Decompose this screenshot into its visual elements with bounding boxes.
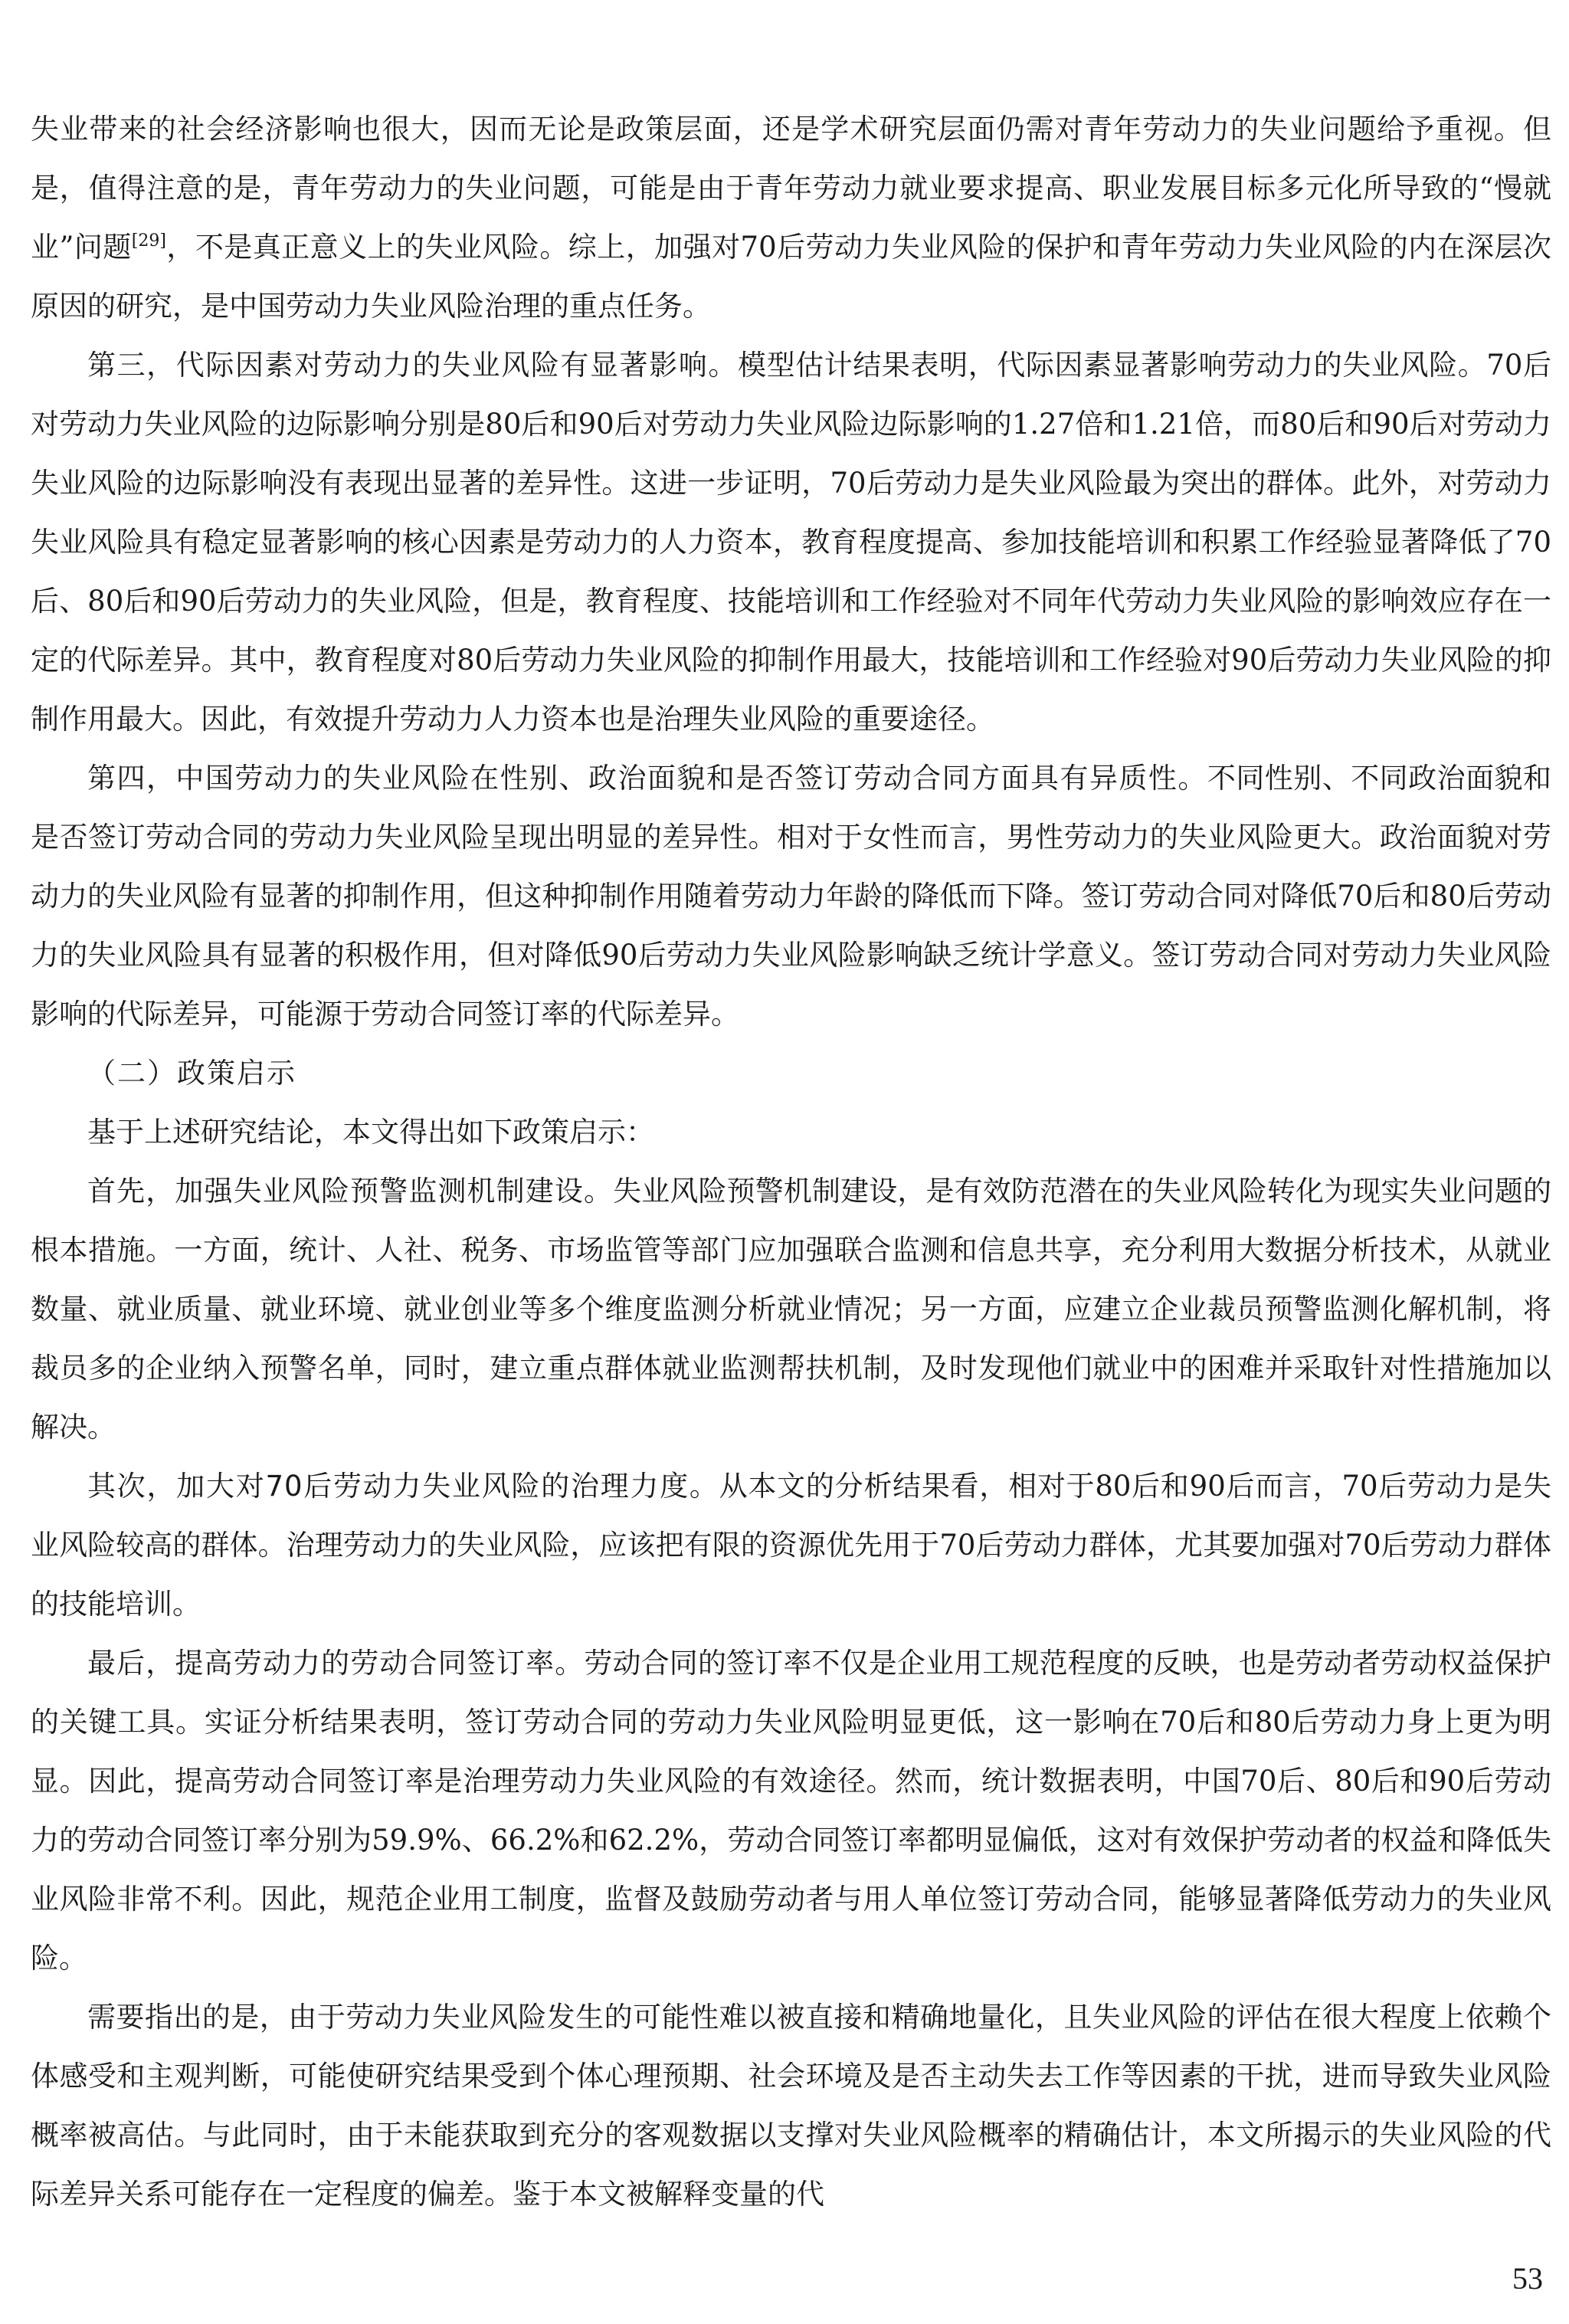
- paragraph-text: ，不是真正意义上的失业风险。综上，加强对70后劳动力失业风险的保护和青年劳动力失业风险的内在深层次原因的研究，是中国劳动力失业风险治理的重点任务。: [31, 231, 1551, 323]
- paragraph-text: 失业带来的社会经济影响也很大，因而无论是政策层面，还是学术研究层面仍需对青年劳动力的失业问题给予重视。但是，值得注意的是，青年劳动力的失业问题，可能是由于青年劳动力就业要求提高、职业发展目标多元化所导致的“慢就业”问题: [31, 113, 1551, 264]
- paragraph-text: 不同性别、不同政治面貌和是否签订劳动合同的劳动力失业风险呈现出明显的差异性。相对于女性而言，男性劳动力的失业风险更大。政治面貌对劳动力的失业风险有显著的抑制作用，但这种抑制作用随着劳动力年龄的降低而下降。签订劳动合同对降低70后和80后劳动力的失业风险具有显著的积极作用，但对降低90后劳动力失业风险影响缺乏统计学意义。签订劳动合同对劳动力失业风险影响的代际差异，可能源于劳动合同签订率的代际差异。: [31, 762, 1552, 1031]
- paragraph-lead: 最后，提高劳动力的劳动合同签订率。: [87, 1647, 585, 1680]
- paragraph-continued: [31, 100, 1551, 336]
- paragraph-lead: 第四，中国劳动力的失业风险在性别、政治面貌和是否签订劳动合同方面具有异质性。: [87, 762, 1207, 795]
- paragraph-text: 从本文的分析结果看，相对于80后和90后而言，70后劳动力是失业风险较高的群体。治理劳动力的失业风险，应该把有限的资源优先用于70后劳动力群体，尤其要加强对70后劳动力群体的技能培训。: [31, 1470, 1551, 1621]
- paragraph-text: 需要指出的是，由于劳动力失业风险发生的可能性难以被直接和精确地量化，且失业风险的评估在很大程度上依赖个体感受和主观判断，可能使研究结果受到个体心理预期、社会环境及是否主动失去工作等因素的干扰，进而导致失业风险概率被高估。与此同时，由于未能获取到充分的客观数据以支撑对失业风险概率的精确估计，本文所揭示的失业风险的代际差异关系可能存在一定程度的偏差。鉴于本文被解释变量的代: [31, 2001, 1551, 2211]
- page-number: 53: [1512, 2261, 1543, 2296]
- paragraph-intro: [31, 1103, 1551, 1162]
- paragraph-lead: 首先，加强失业风险预警监测机制建设。: [87, 1175, 614, 1208]
- paragraph-third-finding: [31, 336, 1551, 749]
- paragraph-text: 模型估计结果表明，代际因素显著影响劳动力的失业风险。70后对劳动力失业风险的边际影响分别是80后和90后对劳动力失业风险边际影响的1.27倍和1.21倍，而80后和90后对劳动力失业风险的边际影响没有表现出显著的差异性。这进一步证明，70后劳动力是失业风险最为突出的群体。此外，对劳动力失业风险具有稳定显著影响的核心因素是劳动力的人力资本，教育程度提高、参加技能培训和积累工作经验显著降低了70后、80后和90后劳动力的失业风险，但是，教育程度、技能培训和工作经验对不同年代劳动力失业风险的影响效应存在一定的代际差异。其中，教育程度对80后劳动力失业风险的抑制作用最大，技能培训和工作经验对90后劳动力失业风险的抑制作用最大。因此，有效提升劳动力人力资本也是治理失业风险的重要途径。: [31, 349, 1551, 736]
- section-heading: （二）政策启示: [87, 1057, 296, 1090]
- paragraph-limitations: [31, 1988, 1551, 2224]
- paragraph-lead: 第三，代际因素对劳动力的失业风险有显著影响。: [87, 349, 738, 382]
- paragraph-fourth-finding: [31, 749, 1551, 1044]
- paragraph-text: 基于上述研究结论，本文得出如下政策启示：: [87, 1116, 654, 1149]
- paragraph-text: 劳动合同的签订率不仅是企业用工规范程度的反映，也是劳动者劳动权益保护的关键工具。实证分析结果表明，签订劳动合同的劳动力失业风险明显更低，这一影响在70后和80后劳动力身上更为明显。因此，提高劳动合同签订率是治理劳动力失业风险的有效途径。然而，统计数据表明，中国70后、80后和90后劳动力的劳动合同签订率分别为59.9%、66.2%和62.2%，劳动合同签订率都明显偏低，这对有效保护劳动者的权益和降低失业风险非常不利。因此，规范企业用工制度，监督及鼓励劳动者与用人单位签订劳动合同，能够显著降低劳动力的失业风险。: [31, 1647, 1552, 1975]
- paragraph-policy-last: [31, 1634, 1551, 1988]
- paragraph-policy-first: [31, 1162, 1551, 1457]
- paragraph-lead: 其次，加大对70后劳动力失业风险的治理力度。: [87, 1470, 719, 1503]
- paragraph-policy-second: [31, 1457, 1551, 1634]
- article-body: [31, 100, 1551, 2224]
- citation-ref: [29]: [131, 231, 166, 251]
- paragraph-text: 失业风险预警机制建设，是有效防范潜在的失业风险转化为现实失业问题的根本措施。一方面，统计、人社、税务、市场监管等部门应加强联合监测和信息共享，充分利用大数据分析技术，从就业数量、就业质量、就业环境、就业创业等多个维度监测分析就业情况；另一方面，应建立企业裁员预警监测化解机制，将裁员多的企业纳入预警名单，同时，建立重点群体就业监测帮扶机制，及时发现他们就业中的困难并采取针对性措施加以解决。: [31, 1175, 1552, 1444]
